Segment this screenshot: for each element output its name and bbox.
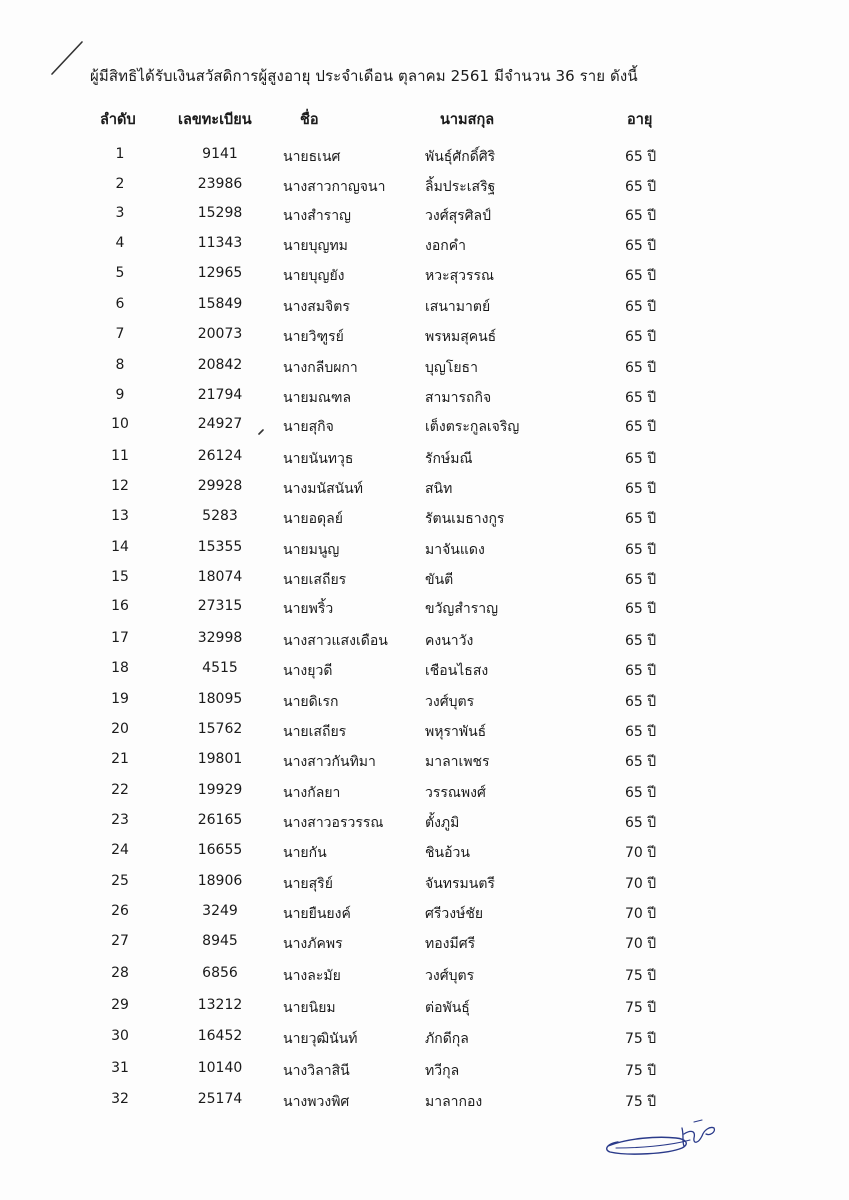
- row-number: 21: [111, 751, 129, 767]
- row-first-name: นายวุฒินันท์: [283, 1031, 358, 1047]
- row-first-name: นางสาวกาญจนา: [283, 179, 386, 195]
- table-row: [0, 660, 849, 684]
- row-first-name: นางสาวกันทิมา: [283, 754, 376, 770]
- row-first-name: นายพริ้ว: [283, 601, 334, 617]
- row-first-name: นายเสถียร: [283, 724, 347, 740]
- table-row: [0, 751, 849, 775]
- row-number: 24: [111, 842, 129, 858]
- row-number: 22: [111, 782, 129, 798]
- row-first-name: นายบุญทม: [283, 238, 348, 254]
- row-registration-number: 18095: [197, 691, 243, 707]
- row-first-name: นายมณฑล: [283, 390, 352, 406]
- row-first-name: นางภัคพร: [283, 936, 343, 952]
- row-first-name: นายธเนศ: [283, 149, 341, 165]
- row-last-name: เชือนไธสง: [425, 663, 489, 679]
- row-number: 30: [111, 1028, 129, 1044]
- row-age: 65 ปี: [625, 724, 657, 740]
- row-first-name: นางพวงพิศ: [283, 1094, 350, 1110]
- row-number: 31: [111, 1060, 129, 1076]
- row-age: 70 ปี: [625, 936, 657, 952]
- table-row: [0, 1028, 849, 1052]
- row-number: 32: [111, 1091, 129, 1107]
- page-title: ผู้มีสิทธิได้รับเงินสวัสดิการผู้สูงอายุ ประจำเดือน ตุลาคม 2561 มีจำนวน 36 ราย ดังนี้: [90, 67, 638, 85]
- row-last-name: จันทรมนตรี: [425, 876, 495, 892]
- row-registration-number: 4515: [202, 660, 238, 676]
- row-age: 75 ปี: [625, 1031, 657, 1047]
- row-number: 20: [111, 721, 129, 737]
- row-age: 70 ปี: [625, 906, 657, 922]
- row-number: 28: [111, 965, 129, 981]
- row-last-name: วงศ์บุตร: [425, 694, 475, 710]
- row-number: 12: [111, 478, 129, 494]
- row-age: 65 ปี: [625, 542, 657, 558]
- table-row: [0, 448, 849, 472]
- row-last-name: ต่อพันธุ์: [425, 1000, 470, 1016]
- row-first-name: นางละมัย: [283, 968, 341, 984]
- table-row: [0, 630, 849, 654]
- row-registration-number: 29928: [197, 478, 243, 494]
- row-age: 75 ปี: [625, 1094, 657, 1110]
- row-first-name: นางสาวอรวรรณ: [283, 815, 384, 831]
- row-registration-number: 23986: [197, 176, 243, 192]
- table-row: [0, 598, 849, 622]
- table-row: [0, 478, 849, 502]
- row-last-name: ขวัญสำราญ: [425, 601, 499, 617]
- row-number: 15: [111, 569, 129, 585]
- row-age: 65 ปี: [625, 208, 657, 224]
- row-registration-number: 8945: [202, 933, 238, 949]
- row-age: 75 ปี: [625, 1000, 657, 1016]
- row-age: 65 ปี: [625, 754, 657, 770]
- table-row: [0, 1060, 849, 1084]
- signature-image: [598, 1108, 728, 1168]
- row-last-name: พหุราพันธ์: [425, 724, 487, 740]
- row-age: 65 ปี: [625, 299, 657, 315]
- row-first-name: นายสุริย์: [283, 876, 333, 892]
- row-age: 65 ปี: [625, 481, 657, 497]
- row-age: 65 ปี: [625, 149, 657, 165]
- row-number: 26: [111, 903, 129, 919]
- row-registration-number: 27315: [197, 598, 243, 614]
- row-first-name: นายเสถียร: [283, 572, 347, 588]
- row-first-name: นางวิลาสินี: [283, 1063, 350, 1079]
- row-first-name: นายยืนยงค์: [283, 906, 351, 922]
- row-last-name: มาลาเพชร: [425, 754, 490, 770]
- row-age: 65 ปี: [625, 329, 657, 345]
- row-age: 65 ปี: [625, 360, 657, 376]
- table-row: [0, 691, 849, 715]
- row-registration-number: 15355: [197, 539, 243, 555]
- row-last-name: วงศ์สุรศิลป์: [425, 208, 492, 224]
- row-number: 19: [111, 691, 129, 707]
- row-age: 65 ปี: [625, 633, 657, 649]
- row-age: 65 ปี: [625, 268, 657, 284]
- pen-stroke-mark: [50, 40, 90, 80]
- row-first-name: นางกัลยา: [283, 785, 341, 801]
- row-age: 65 ปี: [625, 694, 657, 710]
- row-number: 11: [111, 448, 129, 464]
- row-last-name: รักษ์มณี: [425, 451, 473, 467]
- table-row: [0, 842, 849, 866]
- row-first-name: นางสาวแสงเดือน: [283, 633, 388, 649]
- column-header-last-name: นามสกุล: [440, 112, 495, 128]
- row-registration-number: 9141: [202, 146, 238, 162]
- row-number: 6: [115, 296, 125, 312]
- table-row: [0, 416, 849, 440]
- row-age: 65 ปี: [625, 601, 657, 617]
- row-registration-number: 20073: [197, 326, 243, 342]
- row-last-name: รัตนเมธางกูร: [425, 511, 505, 527]
- row-last-name: ภักดีกุล: [425, 1031, 469, 1047]
- column-header-age: อายุ: [627, 112, 653, 128]
- row-last-name: วงศ์บุตร: [425, 968, 475, 984]
- row-registration-number: 5283: [202, 508, 238, 524]
- row-registration-number: 12965: [197, 265, 243, 281]
- row-number: 13: [111, 508, 129, 524]
- row-first-name: นายนันทวุธ: [283, 451, 354, 467]
- row-last-name: ขันตี: [425, 572, 454, 588]
- row-registration-number: 11343: [197, 235, 243, 251]
- table-row: [0, 508, 849, 532]
- row-number: 10: [111, 416, 129, 432]
- row-first-name: นายนิยม: [283, 1000, 336, 1016]
- row-number: 1: [115, 146, 125, 162]
- row-last-name: เสนามาตย์: [425, 299, 491, 315]
- row-registration-number: 24927: [197, 416, 243, 432]
- table-row: [0, 235, 849, 259]
- row-age: 65 ปี: [625, 663, 657, 679]
- row-last-name: มาลากอง: [425, 1094, 483, 1110]
- row-number: 2: [115, 176, 125, 192]
- row-registration-number: 18906: [197, 873, 243, 889]
- row-registration-number: 10140: [197, 1060, 243, 1076]
- row-number: 14: [111, 539, 129, 555]
- row-last-name: ทองมีศรี: [425, 936, 476, 952]
- column-header-first-name: ชื่อ: [300, 112, 319, 128]
- row-last-name: ลิ้มประเสริฐ: [425, 179, 496, 195]
- ink-dot-mark: [258, 428, 266, 436]
- table-row: [0, 933, 849, 957]
- table-row: [0, 357, 849, 381]
- row-first-name: นายกัน: [283, 845, 327, 861]
- row-age: 70 ปี: [625, 876, 657, 892]
- row-registration-number: 25174: [197, 1091, 243, 1107]
- row-first-name: นางมนัสนันท์: [283, 481, 363, 497]
- table-row: [0, 265, 849, 289]
- table-row: [0, 539, 849, 563]
- row-registration-number: 16452: [197, 1028, 243, 1044]
- row-last-name: ตั้งภูมิ: [425, 815, 460, 831]
- table-row: [0, 387, 849, 411]
- table-row: [0, 296, 849, 320]
- row-last-name: ชินอ้วน: [425, 845, 470, 861]
- table-row: [0, 176, 849, 200]
- row-age: 65 ปี: [625, 390, 657, 406]
- row-number: 5: [115, 265, 125, 281]
- row-number: 18: [111, 660, 129, 676]
- table-row: [0, 326, 849, 350]
- table-row: [0, 965, 849, 989]
- row-age: 65 ปี: [625, 419, 657, 435]
- row-last-name: หวะสุวรรณ: [425, 268, 495, 284]
- table-row: [0, 997, 849, 1021]
- row-registration-number: 19929: [197, 782, 243, 798]
- row-first-name: นายดิเรก: [283, 694, 339, 710]
- row-last-name: เต็งตระกูลเจริญ: [425, 419, 520, 435]
- row-registration-number: 3249: [202, 903, 238, 919]
- column-header-number: ลำดับ: [100, 112, 136, 128]
- row-registration-number: 32998: [197, 630, 243, 646]
- row-number: 16: [111, 598, 129, 614]
- row-age: 65 ปี: [625, 179, 657, 195]
- row-age: 65 ปี: [625, 785, 657, 801]
- row-registration-number: 13212: [197, 997, 243, 1013]
- row-number: 17: [111, 630, 129, 646]
- row-number: 4: [115, 235, 125, 251]
- row-number: 25: [111, 873, 129, 889]
- row-last-name: พรหมสุคนธ์: [425, 329, 497, 345]
- row-registration-number: 16655: [197, 842, 243, 858]
- row-registration-number: 26165: [197, 812, 243, 828]
- row-registration-number: 15762: [197, 721, 243, 737]
- row-registration-number: 18074: [197, 569, 243, 585]
- row-number: 9: [115, 387, 125, 403]
- row-first-name: นายมนูญ: [283, 542, 340, 558]
- row-registration-number: 21794: [197, 387, 243, 403]
- row-first-name: นายอดุลย์: [283, 511, 343, 527]
- row-last-name: สนิท: [425, 481, 453, 497]
- row-age: 65 ปี: [625, 815, 657, 831]
- row-age: 65 ปี: [625, 572, 657, 588]
- row-first-name: นางกลีบผกา: [283, 360, 358, 376]
- row-first-name: นางสมจิตร: [283, 299, 350, 315]
- row-last-name: มาจันแดง: [425, 542, 485, 558]
- row-number: 3: [115, 205, 125, 221]
- table-row: [0, 205, 849, 229]
- row-age: 65 ปี: [625, 238, 657, 254]
- row-age: 75 ปี: [625, 1063, 657, 1079]
- row-age: 70 ปี: [625, 845, 657, 861]
- row-registration-number: 26124: [197, 448, 243, 464]
- column-header-registration: เลขทะเบียน: [178, 112, 252, 128]
- row-registration-number: 15849: [197, 296, 243, 312]
- row-last-name: พันธุ์ศักดิ์ศิริ: [425, 149, 496, 165]
- row-first-name: นายวิฑูรย์: [283, 329, 344, 345]
- table-row: [0, 569, 849, 593]
- row-first-name: นางยุวดี: [283, 663, 333, 679]
- row-last-name: บุญโยธา: [425, 360, 478, 376]
- table-row: [0, 146, 849, 170]
- row-registration-number: 15298: [197, 205, 243, 221]
- table-row: [0, 873, 849, 897]
- row-last-name: คงนาวัง: [425, 633, 474, 649]
- row-registration-number: 20842: [197, 357, 243, 373]
- table-row: [0, 812, 849, 836]
- table-row: [0, 782, 849, 806]
- table-row: [0, 721, 849, 745]
- row-number: 8: [115, 357, 125, 373]
- row-last-name: วรรณพงศ์: [425, 785, 486, 801]
- row-first-name: นางสำราญ: [283, 208, 351, 224]
- table-row: [0, 903, 849, 927]
- row-registration-number: 19801: [197, 751, 243, 767]
- row-age: 75 ปี: [625, 968, 657, 984]
- row-last-name: ศรีวงษ์ชัย: [425, 906, 484, 922]
- row-first-name: นายบุญยัง: [283, 268, 345, 284]
- row-last-name: งอกคำ: [425, 238, 466, 254]
- row-number: 7: [115, 326, 125, 342]
- row-first-name: นายสุกิจ: [283, 419, 334, 435]
- row-last-name: ทวีกุล: [425, 1063, 460, 1079]
- row-age: 65 ปี: [625, 451, 657, 467]
- row-last-name: สามารถกิจ: [425, 390, 492, 406]
- row-age: 65 ปี: [625, 511, 657, 527]
- row-number: 27: [111, 933, 129, 949]
- row-registration-number: 6856: [202, 965, 238, 981]
- row-number: 29: [111, 997, 129, 1013]
- row-number: 23: [111, 812, 129, 828]
